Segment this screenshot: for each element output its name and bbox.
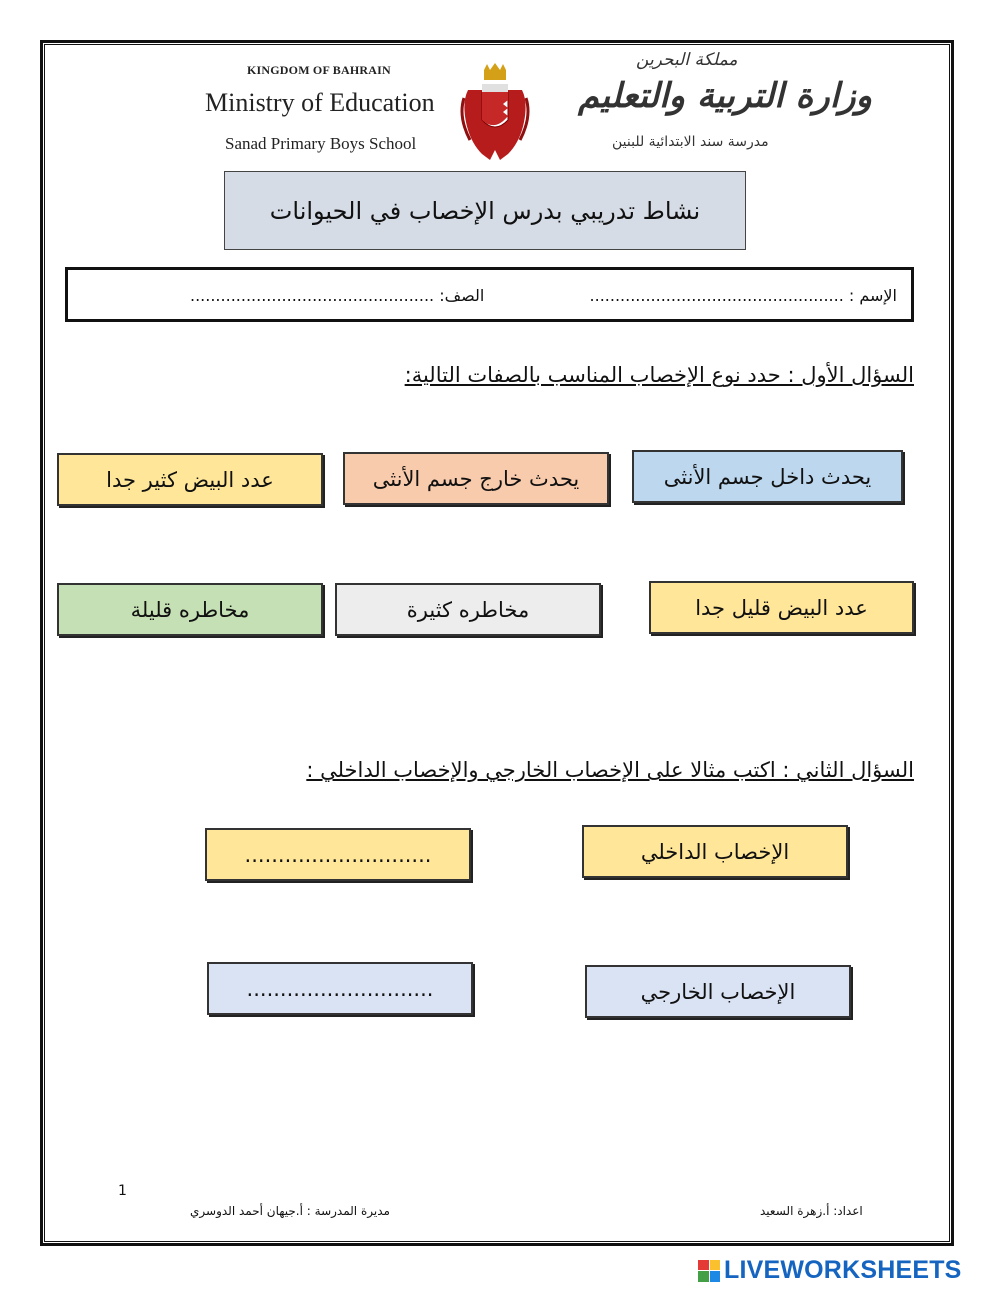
liveworksheets-icon: [698, 1260, 720, 1282]
header-ministry-en: Ministry of Education: [205, 88, 435, 117]
internal-fertilization-label: الإخصاب الداخلي: [582, 825, 848, 878]
question-1-text: السؤال الأول : حدد نوع الإخصاب المناسب بالصفات التالية:: [404, 363, 914, 387]
trait-card[interactable]: عدد البيض كثير جدا: [57, 453, 323, 506]
principal-credit: مديرة المدرسة : أ.جيهان أحمد الدوسري: [190, 1204, 390, 1218]
liveworksheets-text: LIVEWORKSHEETS: [724, 1256, 962, 1284]
header-school-ar: مدرسة سند الابتدائية للبنين: [612, 134, 769, 150]
trait-card[interactable]: مخاطره كثيرة: [335, 583, 601, 636]
trait-card[interactable]: يحدث داخل جسم الأنثى: [632, 450, 903, 503]
class-field[interactable]: الصف: ................................................: [190, 286, 485, 305]
worksheet-title: نشاط تدريبي بدرس الإخصاب في الحيوانات: [224, 171, 746, 250]
student-info-box: [65, 267, 914, 322]
external-fertilization-label: الإخصاب الخارجي: [585, 965, 851, 1018]
header-kingdom-ar: مملكة البحرين: [636, 50, 738, 70]
trait-card[interactable]: مخاطره قليلة: [57, 583, 323, 636]
external-example-input[interactable]: ............................: [207, 962, 473, 1015]
trait-card[interactable]: عدد البيض قليل جدا: [649, 581, 914, 634]
trait-card[interactable]: يحدث خارج جسم الأنثى: [343, 452, 609, 505]
liveworksheets-logo[interactable]: [698, 1256, 962, 1285]
page-number: 1: [118, 1183, 127, 1199]
header-kingdom-en: KINGDOM OF BAHRAIN: [247, 63, 391, 77]
internal-example-input[interactable]: ............................: [205, 828, 471, 881]
bahrain-emblem-icon: [460, 62, 530, 162]
header-ministry-ar: وزارة التربية والتعليم: [578, 76, 872, 116]
name-field[interactable]: الإسم : ..................................................: [589, 286, 897, 305]
question-2-text: السؤال الثاني : اكتب مثالا على الإخصاب الخارجي والإخصاب الداخلي :: [306, 758, 914, 782]
header-school-en: Sanad Primary Boys School: [225, 134, 417, 153]
prepared-by-credit: اعداد: أ.زهرة السعيد: [760, 1204, 863, 1218]
